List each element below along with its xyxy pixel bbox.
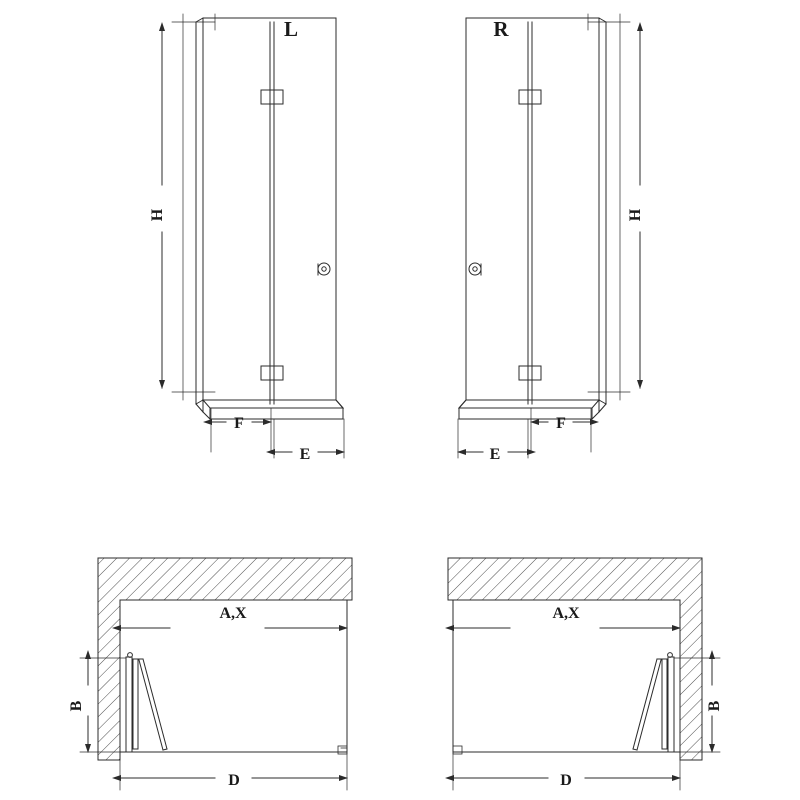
elevation-right-glass-panels: [528, 18, 599, 404]
plan-width-label-right: A,X: [552, 605, 580, 622]
elevation-right-knob: [469, 263, 481, 275]
plan-door-label-right: D: [560, 772, 572, 789]
elevation-right-hinge-top: [519, 90, 541, 104]
fixed-label-right: E: [489, 446, 501, 463]
height-label-left: H: [149, 208, 166, 222]
plan-depth-label-left: B: [68, 700, 85, 712]
plan-depth-label-right: B: [706, 700, 723, 712]
fixed-label-left: E: [299, 446, 311, 463]
plan-door-label-left: D: [228, 772, 240, 789]
elevation-right-hinge-bottom: [519, 366, 541, 380]
elevation-left-glass-panels: [203, 18, 274, 404]
plan-left-base-outline: [120, 600, 347, 754]
plan-right-view: [448, 558, 720, 790]
plan-left-view: [80, 558, 352, 790]
fold-label-left: F: [234, 415, 244, 432]
variant-label-left: L: [283, 17, 299, 41]
elevation-left-hinge-bottom: [261, 366, 283, 380]
elevation-left-knob: [318, 263, 330, 275]
plan-right-base-outline: [453, 600, 680, 754]
elevation-right-view: [458, 14, 640, 458]
variant-label-right: R: [493, 17, 509, 41]
elevation-right-extension-lines: [588, 14, 630, 400]
height-label-right: H: [627, 208, 644, 222]
fold-label-right: F: [556, 415, 566, 432]
elevation-left-view: [162, 14, 344, 458]
plan-left-door-leaves: [126, 653, 167, 752]
elevation-left-extension-lines: [172, 14, 215, 400]
plan-width-label-left: A,X: [219, 605, 247, 622]
elevation-left-hinge-top: [261, 90, 283, 104]
plan-right-door-leaves: [633, 653, 674, 752]
